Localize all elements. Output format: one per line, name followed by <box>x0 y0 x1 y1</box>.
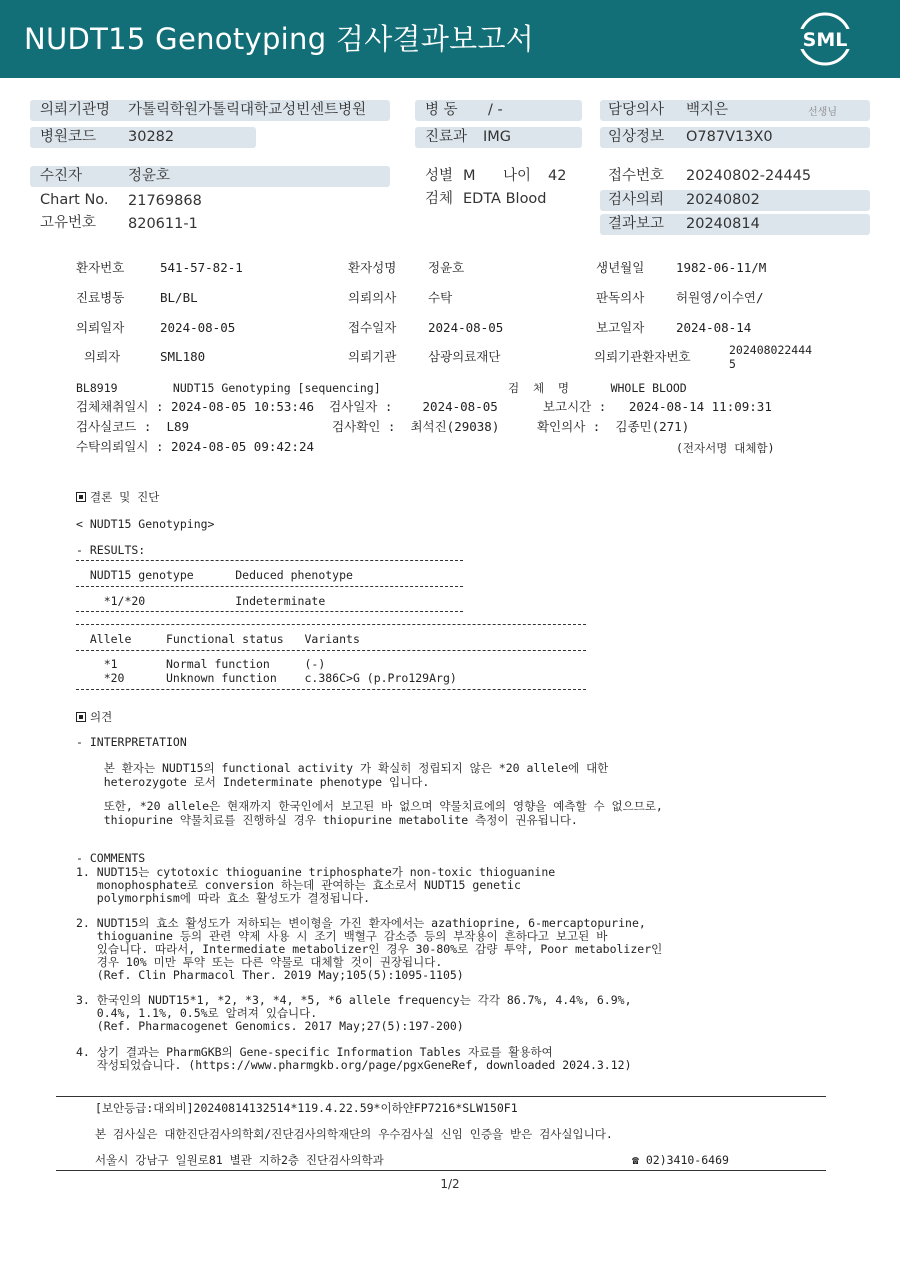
dept-value: IMG <box>483 129 512 145</box>
interpretation-line: 본 환자는 NUDT15의 functional activity 가 확실히 정립되지 않은 *20 allele에 대한 <box>76 761 609 775</box>
scan-outsource-line: 수탁의뢰일시 : 2024-08-05 09:42:24 <box>76 439 315 454</box>
comment-line: thioguanine 등의 관련 약제 사용 시 조기 백혈구 감소증 등의 부작용이 흔하다고 보고된 바 <box>76 929 608 943</box>
results-label: - RESULTS: <box>76 543 146 557</box>
report-title: NUDT15 Genotyping 검사결과보고서 <box>24 22 535 56</box>
doctor-label: 담당의사 <box>608 102 665 118</box>
unique-value: 820611-1 <box>128 216 198 232</box>
scan-requester-label: 의뢰자 <box>84 349 121 364</box>
scan-specimen-name: 검 체 명 WHOLE BLOOD <box>508 381 687 395</box>
request-value: 20240802 <box>686 192 760 208</box>
clinical-value: O787V13X0 <box>686 129 773 145</box>
logo-text: SML <box>802 29 848 51</box>
receipt-label: 접수번호 <box>608 168 665 184</box>
footer-divider <box>56 1170 826 1171</box>
report-header <box>0 0 900 78</box>
square-bullet-icon <box>76 712 86 722</box>
comment-line: 작성되었습니다. (https://www.pharmgkb.org/page/pgxGeneRef, downloaded 2024.3.12) <box>76 1058 632 1072</box>
unique-label: 고유번호 <box>40 215 97 231</box>
scan-inst-patient-no-1: 202408022444 <box>729 343 813 357</box>
scan-code-line: BL8919 NUDT15 Genotyping [sequencing] <box>76 381 381 395</box>
scan-reader: 허원영/이수연/ <box>676 290 764 305</box>
genotype-table-row: *1/*20 Indeterminate <box>76 594 326 608</box>
scan-patient-no-label: 환자번호 <box>76 260 125 275</box>
client-label: 의뢰기관명 <box>40 102 111 118</box>
scan-patient-no: 541-57-82-1 <box>160 260 243 275</box>
divider <box>76 586 463 587</box>
hospital-code-value: 30282 <box>128 129 175 145</box>
scan-ward-label: 진료병동 <box>76 290 125 305</box>
comment-line: polymorphism에 따라 효소 활성도가 결정됩니다. <box>76 891 370 905</box>
scan-req-doctor: 수탁 <box>428 290 453 305</box>
scan-patient-name-label: 환자성명 <box>348 260 397 275</box>
genotype-table-header: NUDT15 genotype Deduced phenotype <box>76 568 353 582</box>
conclusion-subheading: < NUDT15 Genotyping> <box>76 517 215 531</box>
specimen-value: EDTA Blood <box>463 191 547 207</box>
comment-line: monophosphate로 conversion 하는데 관여하는 효소로서 NUDT15 genetic <box>76 878 521 892</box>
report-label: 결과보고 <box>608 216 665 232</box>
comment-line: 있습니다. 따라서, Intermediate metabolizer인 경우 30-80%로 감량 투약, Poor metabolizer인 <box>76 942 663 956</box>
scan-patient-name: 정윤호 <box>428 260 465 275</box>
opinion-heading <box>76 709 112 725</box>
clinical-label: 임상정보 <box>608 129 665 145</box>
conclusion-heading-text: 결론 및 진단 <box>90 490 160 504</box>
page-number: 1/2 <box>440 1177 460 1191</box>
security-line: [보안등급:대외비]20240814132514*119.4.22.59*이하얀FP7216*SLW150F1 <box>95 1101 518 1115</box>
divider <box>76 624 586 625</box>
scan-inst-patient-no-label: 의뢰기관환자번호 <box>594 349 691 364</box>
client-value: 가톨릭학원가톨릭대학교성빈센트병원 <box>128 102 367 118</box>
scan-reader-label: 판독의사 <box>596 290 645 305</box>
divider <box>76 560 463 561</box>
scan-report-date-label: 보고일자 <box>596 320 645 335</box>
scan-birth-label: 생년월일 <box>596 260 645 275</box>
patient-bar <box>30 166 390 187</box>
interpretation-line: thiopurine 약물치료를 진행하실 경우 thiopurine metabolite 측정이 권유됩니다. <box>76 813 578 827</box>
scan-institution: 삼광의료재단 <box>428 349 501 364</box>
chart-value: 21769868 <box>128 193 202 209</box>
scan-req-date: 2024-08-05 <box>160 320 236 335</box>
interpretation-label: - INTERPRETATION <box>76 735 187 749</box>
comment-line: 0.4%, 1.1%, 0.5%로 알려져 있습니다. <box>76 1006 318 1020</box>
age-label: 나이 <box>503 168 532 184</box>
comment-line: (Ref. Pharmacogenet Genomics. 2017 May;27(5):197-200) <box>76 1019 464 1033</box>
age-value: 42 <box>548 168 567 184</box>
scan-requester: SML180 <box>160 349 206 364</box>
scan-req-doctor-label: 의뢰의사 <box>348 290 397 305</box>
patient-label: 수진자 <box>40 168 83 184</box>
address-line: 서울시 강남구 일원로81 별관 지하2층 진단검사의학과 <box>95 1153 384 1167</box>
ward-value: / - <box>488 102 503 118</box>
scan-institution-label: 의뢰기관 <box>348 349 397 364</box>
scan-req-date-label: 의뢰일자 <box>76 320 125 335</box>
comment-line: (Ref. Clin Pharmacol Ther. 2019 May;105(5):1095-1105) <box>76 968 464 982</box>
comment-line: 1. NUDT15는 cytotoxic thioguanine triphosphate가 non-toxic thioguanine <box>76 865 556 879</box>
scan-inst-patient-no-2: 5 <box>729 357 736 371</box>
allele-table-header: Allele Functional status Variants <box>76 632 360 646</box>
comment-line: 경우 10% 미만 투약 또는 다른 약물로 대체할 것이 권장됩니다. <box>76 955 443 969</box>
comments-label: - COMMENTS <box>76 851 146 865</box>
scan-receipt-date: 2024-08-05 <box>428 320 504 335</box>
opinion-heading-text: 의견 <box>90 710 113 724</box>
square-bullet-icon <box>76 492 86 502</box>
ward-label: 병 동 <box>425 102 458 118</box>
sex-label: 성별 <box>425 168 454 184</box>
phone-line: ☎ 02)3410-6469 <box>632 1153 729 1167</box>
doctor-value: 백지은 <box>686 102 729 118</box>
comment-line: 4. 상기 결과는 PharmGKB의 Gene-specific Information Tables 자료를 활용하여 <box>76 1045 553 1059</box>
receipt-value: 20240802-24445 <box>686 168 812 184</box>
divider <box>76 650 586 651</box>
patient-value: 정윤호 <box>128 168 171 184</box>
comment-line: 3. 한국인의 NUDT15*1, *2, *3, *4, *5, *6 allele frequency는 각각 86.7%, 4.4%, 6.9%, <box>76 993 632 1007</box>
scan-ward: BL/BL <box>160 290 198 305</box>
interpretation-line: heterozygote 로서 Indeterminate phenotype 입니다. <box>76 775 430 789</box>
allele-table-row: *1 Normal function (-) <box>76 657 326 671</box>
scan-lab-line: 검사실코드 : L89 검사확인 : 최석진(29038) 확인의사 : 김종민(271) <box>76 419 690 434</box>
divider <box>76 689 586 690</box>
sml-logo-icon <box>794 11 856 67</box>
scan-birth: 1982-06-11/M <box>676 260 767 275</box>
scan-collection-line: 검체채취일시 : 2024-08-05 10:53:46 검사일자 : 2024-08-05 보고시간 : 2024-08-14 11:09:31 <box>76 399 772 414</box>
hospital-code-label: 병원코드 <box>40 129 97 145</box>
conclusion-heading <box>76 489 159 505</box>
report-value: 20240814 <box>686 216 760 232</box>
interpretation-line: 또한, *20 allele은 현재까지 한국인에서 보고된 바 없으며 약물치료에의 영향을 예측할 수 없으므로, <box>76 799 663 813</box>
footer-divider <box>56 1096 826 1097</box>
dept-label: 진료과 <box>425 129 468 145</box>
chart-label: Chart No. <box>40 192 109 208</box>
specimen-label: 검체 <box>425 191 454 207</box>
scan-receipt-date-label: 접수일자 <box>348 320 397 335</box>
allele-table-row: *20 Unknown function c.386C>G (p.Pro129Arg) <box>76 671 457 685</box>
certification-line: 본 검사실은 대한진단검사의학회/진단검사의학재단의 우수검사실 신임 인증을 받은 검사실입니다. <box>95 1127 613 1141</box>
divider <box>76 611 463 612</box>
comment-line: 2. NUDT15의 효소 활성도가 저하되는 변이형을 가진 환자에서는 azathioprine, 6-mercaptopurine, <box>76 916 646 930</box>
scan-report-date: 2024-08-14 <box>676 320 752 335</box>
request-label: 검사의뢰 <box>608 192 665 208</box>
sex-value: M <box>463 168 476 184</box>
scan-esign: (전자서명 대체함) <box>676 441 775 455</box>
doctor-suffix: 선생님 <box>808 107 837 118</box>
